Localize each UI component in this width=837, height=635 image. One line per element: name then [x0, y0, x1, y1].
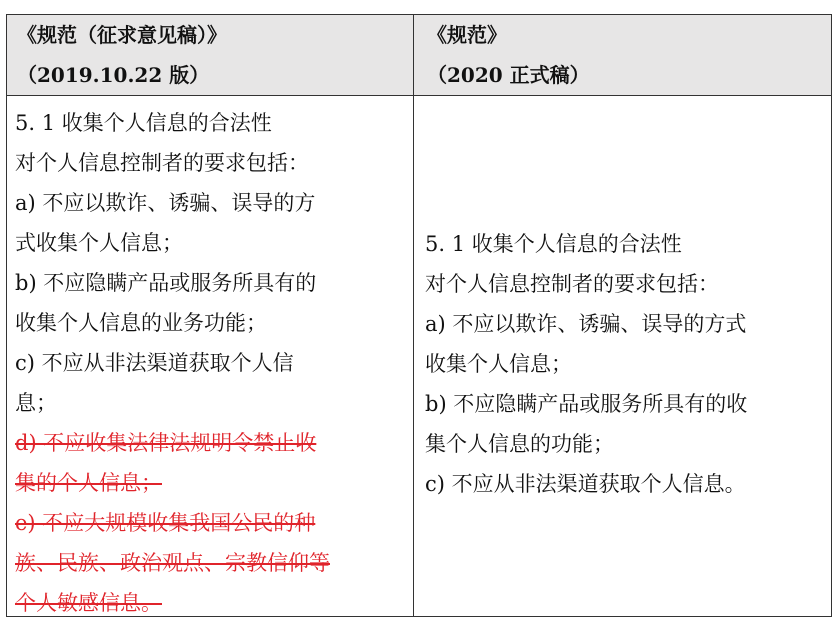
draft-line: 5. 1 收集个人信息的合法性 [15, 111, 272, 135]
final-line: 5. 1 收集个人信息的合法性 [425, 232, 682, 256]
table-header-row [7, 15, 831, 96]
final-line: 对个人信息控制者的要求包括： [425, 272, 719, 296]
deleted-draft-line: 族、民族、政治观点、宗教信仰等 [15, 551, 330, 575]
header-final-title: 《规范》 [427, 23, 507, 47]
header-final-version: （2020 正式稿） [427, 63, 590, 87]
final-line: c) 不应从非法渠道获取个人信息。 [425, 472, 746, 496]
draft-line: b) 不应隐瞒产品或服务所具有的 [15, 271, 317, 295]
draft-text-cell [15, 103, 407, 623]
final-line: b) 不应隐瞒产品或服务所具有的收 [425, 392, 748, 416]
draft-line: a) 不应以欺诈、诱骗、误导的方 [15, 191, 316, 215]
draft-line: 息； [15, 391, 57, 415]
column-divider [413, 15, 414, 616]
header-cell-draft [17, 15, 407, 95]
final-line: a) 不应以欺诈、诱骗、误导的方式 [425, 312, 747, 336]
draft-line: 式收集个人信息； [15, 231, 183, 255]
deleted-draft-line: 集的个人信息； [15, 471, 162, 495]
draft-line: 对个人信息控制者的要求包括： [15, 151, 309, 175]
final-line: 收集个人信息； [425, 352, 572, 376]
final-line: 集个人信息的功能； [425, 432, 614, 456]
comparison-table [6, 14, 832, 617]
header-draft-version: （2019.10.22 版） [17, 63, 210, 87]
draft-line: 收集个人信息的业务功能； [15, 311, 267, 335]
deleted-draft-line: d) 不应收集法律法规明令禁止收 [15, 431, 317, 455]
header-draft-title: 《规范（征求意见稿）》 [17, 23, 227, 47]
final-text-cell [425, 224, 825, 504]
deleted-draft-line: 个人敏感信息。 [15, 591, 162, 615]
draft-line: c) 不应从非法渠道获取个人信 [15, 351, 294, 375]
header-cell-final [427, 15, 822, 95]
deleted-draft-line: e) 不应大规模收集我国公民的种 [15, 511, 316, 535]
